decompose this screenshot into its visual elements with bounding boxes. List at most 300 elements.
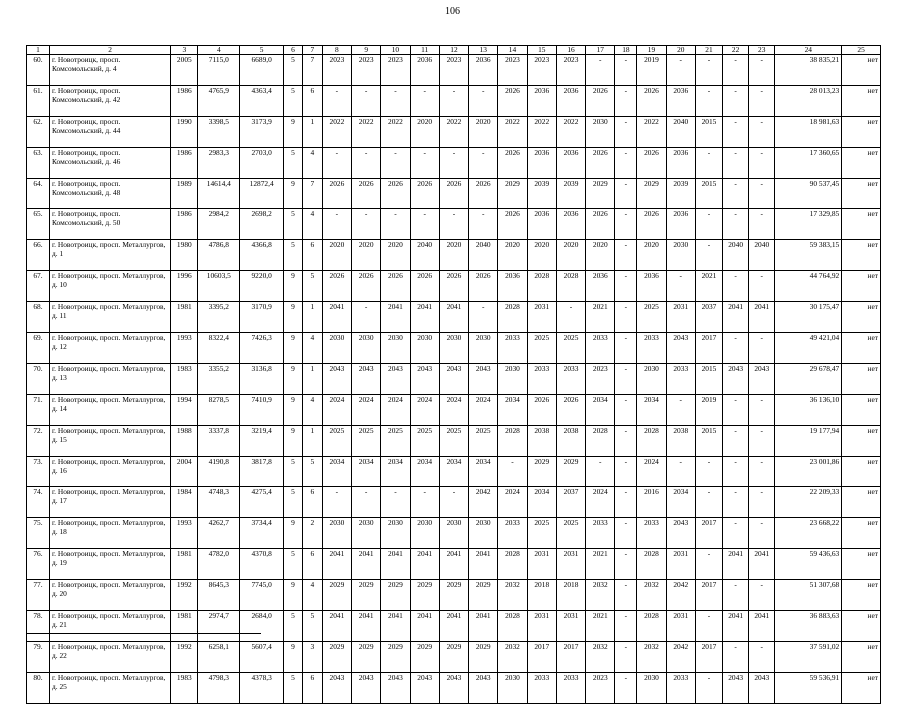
- cell-col-18: -: [615, 456, 637, 487]
- table-row: [27, 611, 881, 642]
- cell-col-18: -: [615, 178, 637, 209]
- cell-col-11: 2025: [410, 425, 439, 456]
- cell-col-22: -: [723, 271, 749, 302]
- cell-col-17: 2021: [586, 611, 615, 642]
- total-area: 2974,7: [198, 611, 240, 642]
- note-value: нет: [842, 672, 881, 703]
- cell-col-13: 2041: [469, 611, 498, 642]
- cell-col-19: 2019: [637, 55, 666, 86]
- cell-col-17: 2023: [586, 363, 615, 394]
- floors: 9: [284, 363, 303, 394]
- cell-col-15: 2033: [527, 672, 556, 703]
- floors: 5: [284, 611, 303, 642]
- cell-col-17: 2032: [586, 641, 615, 672]
- cell-col-9: -: [352, 487, 381, 518]
- cell-col-9: 2023: [352, 55, 381, 86]
- year-built: 1989: [171, 178, 198, 209]
- column-header-7: 7: [302, 46, 322, 55]
- cell-col-12: -: [439, 209, 468, 240]
- entrances: 6: [302, 549, 322, 580]
- cell-col-14: 2036: [498, 271, 527, 302]
- cell-col-12: 2026: [439, 271, 468, 302]
- cell-col-15: 2039: [527, 178, 556, 209]
- cell-col-14: 2028: [498, 549, 527, 580]
- cell-col-13: 2029: [469, 580, 498, 611]
- note-value: нет: [842, 549, 881, 580]
- cell-col-18: -: [615, 209, 637, 240]
- footer-rule: [26, 633, 261, 634]
- entrances: 4: [302, 333, 322, 364]
- table-row: [27, 641, 881, 672]
- cell-col-17: 2024: [586, 487, 615, 518]
- total-area: 3398,5: [198, 116, 240, 147]
- entrances: 4: [302, 147, 322, 178]
- living-area: 3219,4: [240, 425, 284, 456]
- row-number: 79.: [27, 641, 50, 672]
- cell-col-8: 2034: [322, 456, 351, 487]
- cell-col-12: 2023: [439, 55, 468, 86]
- cost-value: 38 835,21: [775, 55, 842, 86]
- cell-col-10: 2024: [381, 394, 410, 425]
- living-area: 7745,0: [240, 580, 284, 611]
- entrances: 5: [302, 456, 322, 487]
- table-row: [27, 302, 881, 333]
- cell-col-17: 2036: [586, 271, 615, 302]
- cell-col-18: -: [615, 425, 637, 456]
- cell-col-20: 2043: [666, 518, 695, 549]
- column-header-8: 8: [322, 46, 351, 55]
- cell-col-20: 2031: [666, 611, 695, 642]
- cell-col-11: -: [410, 487, 439, 518]
- note-value: нет: [842, 611, 881, 642]
- table-row: [27, 363, 881, 394]
- column-header-19: 19: [637, 46, 666, 55]
- cell-col-16: 2026: [556, 394, 585, 425]
- cell-col-20: 2036: [666, 209, 695, 240]
- living-area: 3817,8: [240, 456, 284, 487]
- cell-col-12: 2029: [439, 641, 468, 672]
- cell-col-10: -: [381, 85, 410, 116]
- cell-col-14: 2022: [498, 116, 527, 147]
- cell-col-18: -: [615, 549, 637, 580]
- cell-col-18: -: [615, 672, 637, 703]
- cell-col-22: -: [723, 209, 749, 240]
- cell-col-18: -: [615, 641, 637, 672]
- table-row: [27, 178, 881, 209]
- cell-col-9: 2043: [352, 363, 381, 394]
- cell-col-21: 2015: [695, 363, 722, 394]
- cell-col-9: 2030: [352, 333, 381, 364]
- cell-col-10: 2025: [381, 425, 410, 456]
- cell-col-12: 2041: [439, 302, 468, 333]
- cell-col-13: 2030: [469, 333, 498, 364]
- cell-col-20: 2042: [666, 641, 695, 672]
- entrances: 7: [302, 178, 322, 209]
- cell-col-15: 2029: [527, 456, 556, 487]
- cell-col-17: -: [586, 55, 615, 86]
- entrances: 2: [302, 518, 322, 549]
- cell-col-13: 2043: [469, 672, 498, 703]
- cell-col-22: 2041: [723, 549, 749, 580]
- cell-col-10: -: [381, 147, 410, 178]
- cell-col-18: -: [615, 85, 637, 116]
- floors: 9: [284, 333, 303, 364]
- page-number: 106: [445, 6, 460, 17]
- cell-col-22: -: [723, 580, 749, 611]
- cell-col-22: -: [723, 425, 749, 456]
- cell-col-11: 2041: [410, 611, 439, 642]
- cell-col-8: 2041: [322, 611, 351, 642]
- cell-col-19: 2016: [637, 487, 666, 518]
- entrances: 7: [302, 55, 322, 86]
- cell-col-23: -: [749, 425, 775, 456]
- cell-col-11: 2041: [410, 302, 439, 333]
- cell-col-12: 2041: [439, 549, 468, 580]
- year-built: 1994: [171, 394, 198, 425]
- column-header-21: 21: [695, 46, 722, 55]
- living-area: 3170,9: [240, 302, 284, 333]
- cell-col-21: -: [695, 487, 722, 518]
- cell-col-12: 2030: [439, 518, 468, 549]
- cell-col-19: 2033: [637, 333, 666, 364]
- cost-value: 59 383,15: [775, 240, 842, 271]
- cell-col-23: 2043: [749, 672, 775, 703]
- cell-col-13: 2041: [469, 549, 498, 580]
- address: г. Новотроицк, просп. Комсомольский, д. 4: [49, 55, 170, 86]
- entrances: 6: [302, 487, 322, 518]
- note-value: нет: [842, 271, 881, 302]
- cell-col-8: 2043: [322, 363, 351, 394]
- year-built: 1990: [171, 116, 198, 147]
- address: г. Новотроицк, просп. Металлургов, д. 12: [49, 333, 170, 364]
- cell-col-13: -: [469, 85, 498, 116]
- living-area: 2684,0: [240, 611, 284, 642]
- cell-col-17: 2033: [586, 518, 615, 549]
- cell-col-8: 2024: [322, 394, 351, 425]
- cell-col-20: 2040: [666, 116, 695, 147]
- cell-col-13: 2042: [469, 487, 498, 518]
- cell-col-14: 2028: [498, 611, 527, 642]
- cell-col-15: 2028: [527, 271, 556, 302]
- cell-col-8: 2041: [322, 549, 351, 580]
- cell-col-13: -: [469, 209, 498, 240]
- cell-col-17: 2026: [586, 85, 615, 116]
- cell-col-8: -: [322, 487, 351, 518]
- floors: 9: [284, 641, 303, 672]
- cell-col-12: 2022: [439, 116, 468, 147]
- cell-col-11: 2026: [410, 178, 439, 209]
- total-area: 8278,5: [198, 394, 240, 425]
- cell-col-14: 2032: [498, 641, 527, 672]
- cell-col-11: 2030: [410, 333, 439, 364]
- cell-col-20: 2043: [666, 333, 695, 364]
- cell-col-9: 2034: [352, 456, 381, 487]
- cell-col-16: -: [556, 302, 585, 333]
- note-value: нет: [842, 394, 881, 425]
- table-row: [27, 549, 881, 580]
- cell-col-18: -: [615, 363, 637, 394]
- cell-col-13: 2043: [469, 363, 498, 394]
- cell-col-13: 2029: [469, 641, 498, 672]
- floors: 5: [284, 55, 303, 86]
- cell-col-21: -: [695, 147, 722, 178]
- cell-col-19: 2036: [637, 271, 666, 302]
- row-number: 69.: [27, 333, 50, 364]
- cell-col-19: 2034: [637, 394, 666, 425]
- cell-col-13: 2025: [469, 425, 498, 456]
- cell-col-10: 2026: [381, 271, 410, 302]
- cell-col-19: 2026: [637, 85, 666, 116]
- cell-col-21: 2017: [695, 580, 722, 611]
- living-area: 7426,3: [240, 333, 284, 364]
- year-built: 1986: [171, 85, 198, 116]
- cell-col-22: -: [723, 147, 749, 178]
- address: г. Новотроицк, просп. Комсомольский, д. 42: [49, 85, 170, 116]
- table-row: [27, 240, 881, 271]
- cell-col-16: 2036: [556, 85, 585, 116]
- year-built: 1986: [171, 147, 198, 178]
- cell-col-13: 2026: [469, 178, 498, 209]
- cell-col-21: -: [695, 209, 722, 240]
- year-built: 2005: [171, 55, 198, 86]
- cell-col-10: 2023: [381, 55, 410, 86]
- living-area: 3136,8: [240, 363, 284, 394]
- cell-col-16: 2038: [556, 425, 585, 456]
- cell-col-12: 2034: [439, 456, 468, 487]
- cell-col-15: 2017: [527, 641, 556, 672]
- cell-col-13: 2024: [469, 394, 498, 425]
- total-area: 6258,1: [198, 641, 240, 672]
- cell-col-9: 2022: [352, 116, 381, 147]
- cell-col-9: 2041: [352, 549, 381, 580]
- cost-value: 19 177,94: [775, 425, 842, 456]
- cell-col-21: 2015: [695, 178, 722, 209]
- table-row: [27, 85, 881, 116]
- cell-col-21: -: [695, 55, 722, 86]
- cell-col-8: 2023: [322, 55, 351, 86]
- total-area: 3337,8: [198, 425, 240, 456]
- cost-value: 59 536,91: [775, 672, 842, 703]
- note-value: нет: [842, 209, 881, 240]
- cell-col-22: -: [723, 518, 749, 549]
- total-area: 4798,3: [198, 672, 240, 703]
- table-row: [27, 116, 881, 147]
- cell-col-21: -: [695, 85, 722, 116]
- cell-col-22: -: [723, 85, 749, 116]
- cell-col-10: -: [381, 487, 410, 518]
- cell-col-20: 2042: [666, 580, 695, 611]
- floors: 9: [284, 271, 303, 302]
- year-built: 1988: [171, 425, 198, 456]
- cell-col-16: 2036: [556, 209, 585, 240]
- cell-col-10: 2029: [381, 580, 410, 611]
- total-area: 10603,5: [198, 271, 240, 302]
- cell-col-12: 2041: [439, 611, 468, 642]
- cell-col-23: -: [749, 209, 775, 240]
- cell-col-20: 2034: [666, 487, 695, 518]
- cell-col-19: 2024: [637, 456, 666, 487]
- cell-col-17: 2026: [586, 147, 615, 178]
- floors: 5: [284, 672, 303, 703]
- address: г. Новотроицк, просп. Комсомольский, д. 46: [49, 147, 170, 178]
- cell-col-16: 2033: [556, 363, 585, 394]
- cell-col-16: 2017: [556, 641, 585, 672]
- cell-col-9: 2030: [352, 518, 381, 549]
- cell-col-15: 2038: [527, 425, 556, 456]
- cell-col-15: 2022: [527, 116, 556, 147]
- cell-col-19: 2030: [637, 363, 666, 394]
- address: г. Новотроицк, просп. Комсомольский, д. 50: [49, 209, 170, 240]
- living-area: 9220,0: [240, 271, 284, 302]
- column-header-11: 11: [410, 46, 439, 55]
- cell-col-15: 2033: [527, 363, 556, 394]
- cell-col-20: 2033: [666, 672, 695, 703]
- cell-col-14: 2029: [498, 178, 527, 209]
- cell-col-23: -: [749, 55, 775, 86]
- cell-col-16: 2018: [556, 580, 585, 611]
- floors: 5: [284, 487, 303, 518]
- column-header-23: 23: [749, 46, 775, 55]
- living-area: 2703,0: [240, 147, 284, 178]
- cell-col-23: -: [749, 487, 775, 518]
- floors: 9: [284, 178, 303, 209]
- row-number: 62.: [27, 116, 50, 147]
- cell-col-17: 2030: [586, 116, 615, 147]
- cell-col-12: -: [439, 147, 468, 178]
- cost-value: 36 136,10: [775, 394, 842, 425]
- cost-value: 49 421,04: [775, 333, 842, 364]
- cell-col-10: 2041: [381, 549, 410, 580]
- cell-col-22: 2041: [723, 302, 749, 333]
- address: г. Новотроицк, просп. Комсомольский, д. 44: [49, 116, 170, 147]
- address: г. Новотроицк, просп. Металлургов, д. 21: [49, 611, 170, 642]
- address: г. Новотроицк, просп. Металлургов, д. 15: [49, 425, 170, 456]
- cell-col-9: -: [352, 147, 381, 178]
- cell-col-10: -: [381, 209, 410, 240]
- table-row: [27, 672, 881, 703]
- column-header-2: 2: [49, 46, 170, 55]
- note-value: нет: [842, 55, 881, 86]
- cell-col-15: 2036: [527, 85, 556, 116]
- cell-col-18: -: [615, 333, 637, 364]
- living-area: 5607,4: [240, 641, 284, 672]
- entrances: 4: [302, 209, 322, 240]
- cell-col-16: 2039: [556, 178, 585, 209]
- floors: 9: [284, 425, 303, 456]
- cell-col-16: 2029: [556, 456, 585, 487]
- cell-col-11: 2043: [410, 672, 439, 703]
- cell-col-10: 2020: [381, 240, 410, 271]
- row-number: 77.: [27, 580, 50, 611]
- cell-col-11: 2026: [410, 271, 439, 302]
- cell-col-16: 2022: [556, 116, 585, 147]
- cell-col-9: -: [352, 209, 381, 240]
- row-number: 72.: [27, 425, 50, 456]
- cell-col-12: -: [439, 487, 468, 518]
- cell-col-10: 2030: [381, 518, 410, 549]
- cell-col-20: 2030: [666, 240, 695, 271]
- cost-value: 36 883,63: [775, 611, 842, 642]
- living-area: 4366,8: [240, 240, 284, 271]
- living-area: 6689,0: [240, 55, 284, 86]
- cell-col-11: 2040: [410, 240, 439, 271]
- cell-col-23: 2040: [749, 240, 775, 271]
- cell-col-15: 2036: [527, 209, 556, 240]
- cell-col-22: -: [723, 55, 749, 86]
- note-value: нет: [842, 333, 881, 364]
- cell-col-9: 2024: [352, 394, 381, 425]
- cell-col-18: -: [615, 116, 637, 147]
- cell-col-20: 2038: [666, 425, 695, 456]
- cell-col-8: 2020: [322, 240, 351, 271]
- cell-col-11: 2036: [410, 55, 439, 86]
- column-header-20: 20: [666, 46, 695, 55]
- row-number: 76.: [27, 549, 50, 580]
- cell-col-8: 2030: [322, 333, 351, 364]
- note-value: нет: [842, 363, 881, 394]
- year-built: 1993: [171, 518, 198, 549]
- cell-col-11: 2041: [410, 549, 439, 580]
- cell-col-14: 2026: [498, 209, 527, 240]
- cell-col-11: 2030: [410, 518, 439, 549]
- total-area: 2983,3: [198, 147, 240, 178]
- year-built: 1981: [171, 302, 198, 333]
- total-area: 4765,9: [198, 85, 240, 116]
- floors: 5: [284, 85, 303, 116]
- year-built: 1981: [171, 549, 198, 580]
- column-header-18: 18: [615, 46, 637, 55]
- cell-col-20: -: [666, 55, 695, 86]
- living-area: 7410,9: [240, 394, 284, 425]
- cell-col-14: 2033: [498, 333, 527, 364]
- note-value: нет: [842, 240, 881, 271]
- cell-col-11: -: [410, 209, 439, 240]
- cell-col-14: 2034: [498, 394, 527, 425]
- entrances: 1: [302, 302, 322, 333]
- cell-col-23: -: [749, 518, 775, 549]
- living-area: 4378,3: [240, 672, 284, 703]
- cell-col-10: 2030: [381, 333, 410, 364]
- cell-col-23: 2041: [749, 302, 775, 333]
- cell-col-23: -: [749, 580, 775, 611]
- cell-col-10: 2026: [381, 178, 410, 209]
- entrances: 1: [302, 425, 322, 456]
- cell-col-8: 2029: [322, 641, 351, 672]
- row-number: 68.: [27, 302, 50, 333]
- total-area: 8645,3: [198, 580, 240, 611]
- cell-col-8: -: [322, 209, 351, 240]
- cell-col-19: 2030: [637, 672, 666, 703]
- cell-col-9: 2041: [352, 611, 381, 642]
- cell-col-8: 2022: [322, 116, 351, 147]
- cell-col-12: 2025: [439, 425, 468, 456]
- cell-col-18: -: [615, 147, 637, 178]
- column-header-4: 4: [198, 46, 240, 55]
- cell-col-23: -: [749, 85, 775, 116]
- cell-col-18: -: [615, 394, 637, 425]
- cell-col-19: 2026: [637, 147, 666, 178]
- cell-col-12: 2029: [439, 580, 468, 611]
- cell-col-23: -: [749, 178, 775, 209]
- cell-col-17: 2032: [586, 580, 615, 611]
- column-header-25: 25: [842, 46, 881, 55]
- cell-col-23: -: [749, 147, 775, 178]
- floors: 9: [284, 518, 303, 549]
- cell-col-17: 2033: [586, 333, 615, 364]
- living-area: 3173,9: [240, 116, 284, 147]
- cell-col-18: -: [615, 271, 637, 302]
- cell-col-22: -: [723, 178, 749, 209]
